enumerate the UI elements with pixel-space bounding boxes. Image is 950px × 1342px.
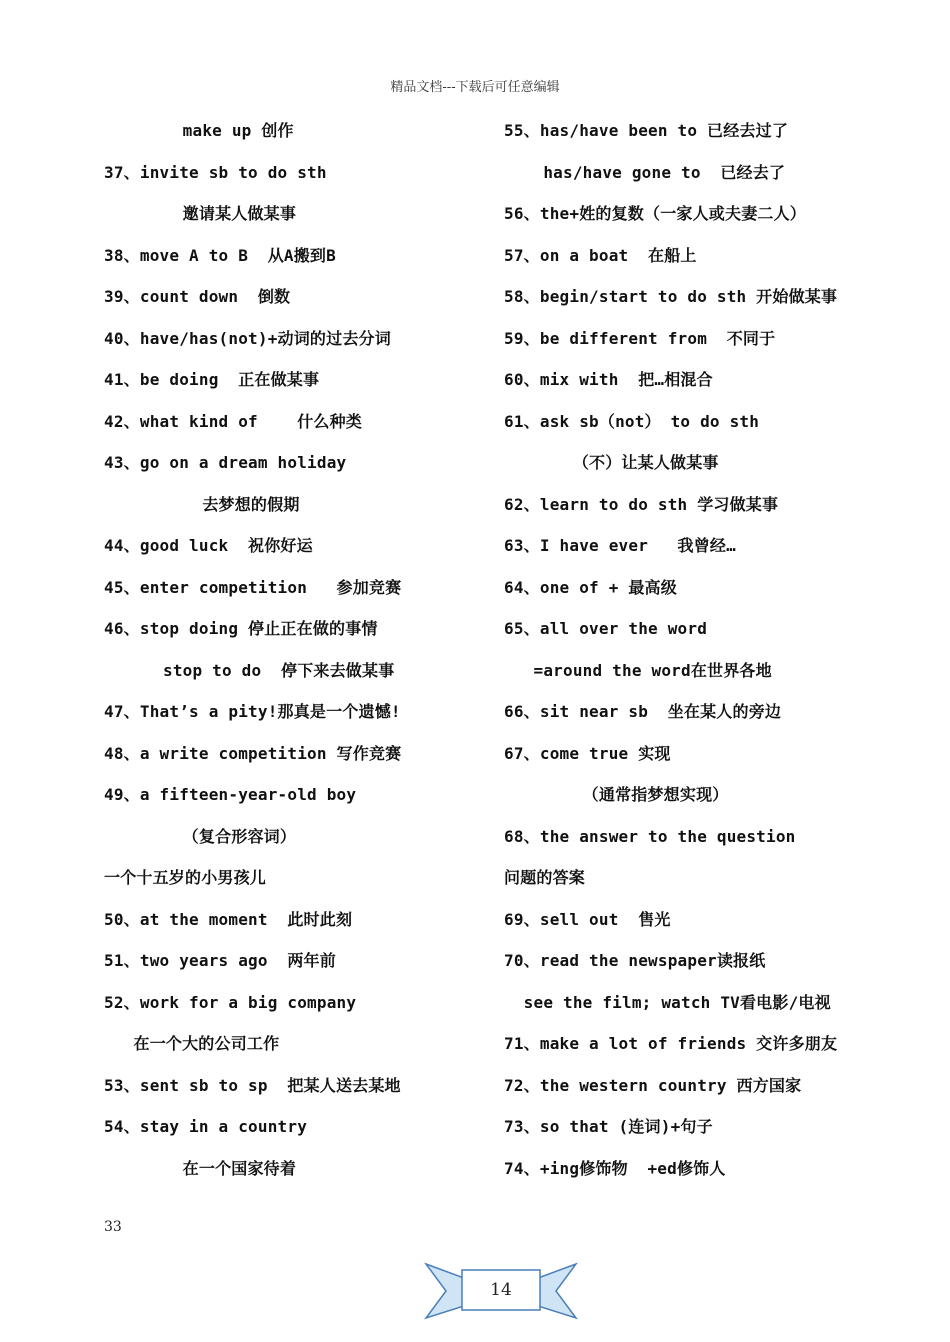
phrase-line: 63、I have ever 我曾经… [504, 536, 736, 555]
phrase-line: 44、good luck 祝你好运 [104, 536, 313, 555]
phrase-line: 74、+ing修饰物 +ed修饰人 [504, 1158, 726, 1178]
phrase-line: 47、That’s a pity!那真是一个遗憾! [104, 702, 401, 721]
ribbon-right-tail [538, 1264, 576, 1318]
phrase-line: 50、at the moment 此时此刻 [104, 909, 353, 929]
phrase-line: 49、a fifteen-year-old boy [104, 785, 357, 804]
phrase-line: 72、the western country 西方国家 [504, 1075, 802, 1095]
phrase-line: （复合形容词） [104, 826, 297, 846]
phrase-line: has/have gone to 已经去了 [504, 162, 786, 182]
phrase-line: 37、invite sb to do sth [104, 162, 327, 182]
phrase-line: 73、so that (连词)+句子 [504, 1117, 713, 1136]
phrase-line: 62、learn to do sth 学习做某事 [504, 494, 779, 514]
phrase-line: 59、be different from 不同于 [504, 328, 776, 348]
phrase-line: stop to do 停下来去做某事 [104, 660, 395, 680]
phrase-line: 55、has/have been to 已经去过了 [504, 121, 789, 140]
right-column [504, 110, 924, 1189]
phrase-line: 41、be doing 正在做某事 [104, 370, 320, 389]
phrase-line: 45、enter competition 参加竞赛 [104, 577, 402, 597]
document-header: 精品文档---下载后可任意编辑 [390, 80, 560, 95]
phrase-line: 54、stay in a country [104, 1117, 308, 1136]
phrase-line: =around the word在世界各地 [504, 660, 772, 680]
phrase-line: 57、on a boat 在船上 [504, 245, 697, 265]
phrase-line: 65、all over the word [504, 619, 708, 638]
phrase-line: 在一个大的公司工作 [104, 1034, 280, 1053]
phrase-line: 67、come true 实现 [504, 743, 671, 763]
phrase-line: 40、have/has(not)+动词的过去分词 [104, 328, 391, 348]
phrase-line: 去梦想的假期 [104, 494, 300, 514]
phrase-line: 42、what kind of 什么种类 [104, 411, 362, 431]
phrase-line: 48、a write competition 写作竞赛 [104, 743, 402, 763]
phrase-line: 问题的答案 [504, 868, 586, 887]
original-page-number: 33 [104, 1219, 122, 1235]
phrase-line: 70、read the newspaper读报纸 [504, 951, 766, 970]
phrase-line: see the film; watch TV看电影/电视 [504, 992, 831, 1012]
phrase-line: 58、begin/start to do sth 开始做某事 [504, 287, 838, 306]
phrase-line: make up 创作 [104, 121, 294, 140]
phrase-line: 46、stop doing 停止正在做的事情 [104, 619, 378, 638]
phrase-line: 71、make a lot of friends 交许多朋友 [504, 1034, 838, 1053]
phrase-line: （通常指梦想实现） [504, 785, 729, 804]
phrase-line: 68、the answer to the question [504, 826, 796, 846]
phrase-line: （不）让某人做某事 [504, 453, 719, 472]
footer-page-number: 14 [490, 1280, 512, 1300]
phrase-line: 38、move A to B 从A搬到B [104, 245, 336, 265]
left-column [104, 110, 494, 1189]
phrase-line: 在一个国家待着 [104, 1158, 297, 1178]
phrase-line: 39、count down 倒数 [104, 287, 291, 306]
phrase-line: 52、work for a big company [104, 992, 357, 1012]
ribbon-left-tail [426, 1264, 464, 1318]
phrase-line: 60、mix with 把…相混合 [504, 370, 713, 389]
phrase-line: 一个十五岁的小男孩儿 [104, 868, 267, 887]
phrase-line: 53、sent sb to sp 把某人送去某地 [104, 1075, 401, 1095]
phrase-line: 43、go on a dream holiday [104, 453, 347, 472]
phrase-line: 邀请某人做某事 [104, 204, 297, 223]
phrase-line: 51、two years ago 两年前 [104, 951, 336, 970]
phrase-line: 69、sell out 售光 [504, 909, 671, 929]
phrase-line: 66、sit near sb 坐在某人的旁边 [504, 702, 782, 721]
phrase-line: 56、the+姓的复数（一家人或夫妻二人） [504, 204, 806, 223]
phrase-line: 61、ask sb（not） to do sth [504, 411, 760, 431]
phrase-line: 64、one of + 最高级 [504, 577, 677, 597]
